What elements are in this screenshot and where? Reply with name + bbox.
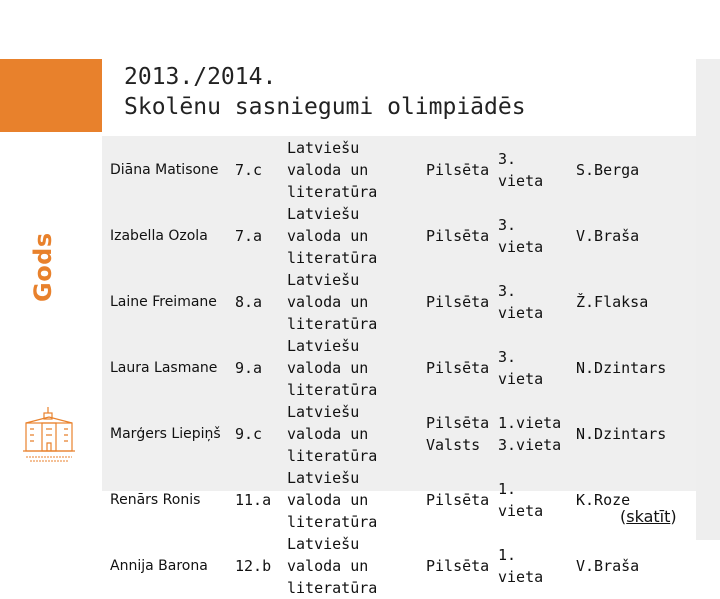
- subject: Latviešu valoda un literatūra: [287, 337, 378, 399]
- place: 3. vieta: [498, 216, 544, 256]
- sidebar-accent-block: [0, 59, 102, 132]
- olympiad-level: Pilsēta: [426, 359, 490, 377]
- olympiad-level: Pilsēta: [426, 491, 490, 509]
- student-name: Annija Barona: [110, 558, 208, 574]
- teacher: V.Braša: [576, 227, 640, 245]
- place: 1.vieta 3.vieta: [498, 414, 562, 454]
- place: 3. vieta: [498, 282, 544, 322]
- olympiad-level: Pilsēta: [426, 161, 490, 179]
- table-row: [106, 533, 696, 599]
- student-class: 7.c: [235, 161, 263, 179]
- sidebar-label: Gods: [29, 232, 57, 302]
- school-building-icon: [20, 405, 78, 465]
- teacher: K.Roze: [576, 491, 631, 509]
- olympiad-level: Pilsēta: [426, 227, 490, 245]
- subject: Latviešu valoda un literatūra: [287, 205, 378, 267]
- right-margin-strip: [696, 59, 720, 540]
- place: 1. vieta: [498, 480, 544, 520]
- teacher: S.Berga: [576, 161, 640, 179]
- table-row: [106, 335, 696, 401]
- title-line-year: 2013./2014.: [124, 64, 277, 90]
- student-class: 9.c: [235, 425, 263, 443]
- student-name: Laine Freimane: [110, 294, 217, 310]
- place: 3. vieta: [498, 348, 544, 388]
- student-name: Diāna Matisone: [110, 162, 219, 178]
- teacher: V.Braša: [576, 557, 640, 575]
- view-link[interactable]: skatīt: [626, 507, 671, 526]
- table-row: [106, 467, 696, 533]
- student-name: Laura Lasmane: [110, 360, 218, 376]
- student-name: Renārs Ronis: [110, 492, 201, 508]
- table-row: [106, 203, 696, 269]
- place: 3. vieta: [498, 150, 544, 190]
- place: 1. vieta: [498, 546, 544, 586]
- view-link-container: (skatīt): [620, 507, 677, 526]
- student-class: 12.b: [235, 557, 272, 575]
- subject: Latviešu valoda un literatūra: [287, 403, 378, 465]
- student-class: 9.a: [235, 359, 263, 377]
- table-row: [106, 269, 696, 335]
- page-title: [124, 62, 526, 122]
- results-table: [106, 137, 696, 599]
- teacher: N.Dzintars: [576, 425, 667, 443]
- teacher: Ž.Flaksa: [576, 293, 649, 311]
- student-class: 7.a: [235, 227, 263, 245]
- student-name: Marģers Liepiņš: [110, 426, 221, 442]
- student-class: 8.a: [235, 293, 263, 311]
- subject: Latviešu valoda un literatūra: [287, 535, 378, 597]
- teacher: N.Dzintars: [576, 359, 667, 377]
- olympiad-level: Pilsēta: [426, 293, 490, 311]
- title-line-subtitle: Skolēnu sasniegumi olimpiādēs: [124, 94, 526, 120]
- student-name: Izabella Ozola: [110, 228, 208, 244]
- subject: Latviešu valoda un literatūra: [287, 469, 378, 531]
- student-class: 11.a: [235, 491, 272, 509]
- subject: Latviešu valoda un literatūra: [287, 271, 378, 333]
- olympiad-level: Pilsēta Valsts: [426, 414, 490, 454]
- table-row: [106, 137, 696, 203]
- subject: Latviešu valoda un literatūra: [287, 139, 378, 201]
- olympiad-level: Pilsēta: [426, 557, 490, 575]
- table-row: [106, 401, 696, 467]
